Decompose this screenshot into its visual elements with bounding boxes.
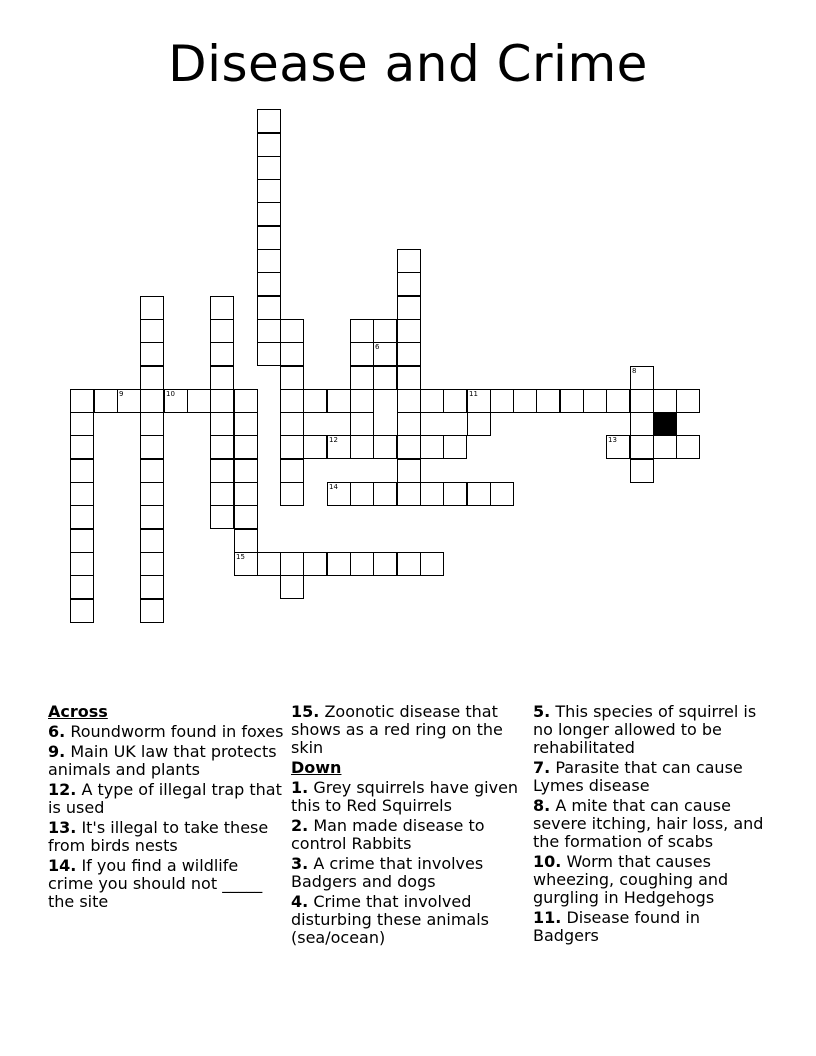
clue-number: 7.	[533, 758, 551, 777]
grid-cell[interactable]	[70, 505, 94, 529]
grid-cell-black	[653, 412, 677, 436]
clue-number: 15.	[291, 702, 320, 721]
grid-cell[interactable]	[327, 552, 351, 576]
clue-across-6	[48, 723, 284, 741]
clue-across-14	[48, 857, 284, 911]
clue-down-1	[291, 779, 527, 815]
grid-cell[interactable]	[210, 366, 234, 390]
grid-cell[interactable]	[467, 482, 491, 506]
grid-cell[interactable]	[140, 459, 164, 483]
grid-cell[interactable]	[397, 435, 421, 459]
grid-cell[interactable]	[94, 389, 118, 413]
grid-cell[interactable]	[397, 272, 421, 296]
grid-cell[interactable]	[373, 342, 397, 366]
cell-number: 11	[469, 390, 478, 398]
grid-cell[interactable]	[303, 389, 327, 413]
clue-across-13	[48, 819, 284, 855]
grid-cell[interactable]	[583, 389, 607, 413]
grid-cell[interactable]	[140, 435, 164, 459]
cell-number: 15	[236, 553, 245, 561]
grid-cell[interactable]	[280, 412, 304, 436]
clue-down-4	[291, 893, 527, 947]
cell-number: 8	[632, 367, 637, 375]
grid-cell[interactable]	[234, 529, 258, 553]
grid-cell[interactable]	[257, 179, 281, 203]
grid-cell[interactable]	[70, 412, 94, 436]
grid-cell[interactable]	[397, 552, 421, 576]
clue-text: Zoonotic disease that shows as a red ring on the skin	[291, 702, 503, 757]
grid-cell[interactable]	[350, 435, 374, 459]
grid-cell[interactable]	[257, 249, 281, 273]
grid-cell[interactable]	[536, 389, 560, 413]
grid-cell[interactable]	[234, 459, 258, 483]
clue-text: Crime that involved disturbing these animals (sea/ocean)	[291, 892, 489, 947]
clue-number: 2.	[291, 816, 309, 835]
grid-cell[interactable]	[280, 389, 304, 413]
grid-cell[interactable]	[630, 389, 654, 413]
grid-cell[interactable]	[420, 552, 444, 576]
grid-cell[interactable]	[140, 319, 164, 343]
grid-cell[interactable]	[630, 412, 654, 436]
grid-cell[interactable]	[210, 342, 234, 366]
grid-cell[interactable]	[280, 575, 304, 599]
grid-cell[interactable]	[140, 342, 164, 366]
grid-cell[interactable]	[234, 482, 258, 506]
clue-text: Parasite that can cause Lymes disease	[533, 758, 743, 795]
clue-column-3	[533, 703, 769, 947]
grid-cell[interactable]	[303, 435, 327, 459]
grid-cell[interactable]	[70, 599, 94, 623]
clue-down-11	[533, 909, 769, 945]
clue-number: 14.	[48, 856, 77, 875]
clue-number: 6.	[48, 722, 66, 741]
grid-cell[interactable]	[140, 599, 164, 623]
grid-cell[interactable]	[257, 156, 281, 180]
clue-text: Main UK law that protects animals and plants	[48, 742, 277, 779]
grid-cell[interactable]	[280, 342, 304, 366]
grid-cell[interactable]	[70, 529, 94, 553]
cell-number: 9	[119, 390, 124, 398]
grid-cell[interactable]	[70, 482, 94, 506]
grid-cell[interactable]	[303, 552, 327, 576]
grid-cell[interactable]	[630, 435, 654, 459]
grid-cell[interactable]	[653, 435, 677, 459]
grid-cell[interactable]	[187, 389, 211, 413]
puzzle-title: Disease and Crime	[168, 35, 648, 93]
clue-down-2	[291, 817, 527, 853]
cell-number: 10	[166, 390, 175, 398]
grid-cell[interactable]	[350, 552, 374, 576]
clue-text: Roundworm found in foxes	[70, 722, 284, 741]
grid-cell[interactable]	[257, 226, 281, 250]
grid-cell[interactable]	[397, 482, 421, 506]
grid-cell[interactable]	[210, 319, 234, 343]
grid-cell[interactable]	[327, 389, 351, 413]
grid-cell[interactable]	[210, 389, 234, 413]
clue-text: Grey squirrels have given this to Red Squirrels	[291, 778, 519, 815]
clue-text: A mite that can cause severe itching, hair loss, and the formation of scabs	[533, 796, 764, 851]
grid-cell[interactable]	[443, 482, 467, 506]
grid-cell[interactable]	[373, 435, 397, 459]
grid-cell[interactable]	[443, 389, 467, 413]
grid-cell[interactable]	[234, 412, 258, 436]
grid-cell[interactable]	[140, 575, 164, 599]
grid-cell[interactable]	[280, 366, 304, 390]
grid-cell[interactable]	[164, 389, 188, 413]
grid-cell[interactable]	[490, 389, 514, 413]
grid-cell[interactable]	[397, 412, 421, 436]
grid-cell[interactable]	[373, 482, 397, 506]
grid-cell[interactable]	[327, 435, 351, 459]
clue-text: A crime that involves Badgers and dogs	[291, 854, 484, 891]
clue-down-3	[291, 855, 527, 891]
grid-cell[interactable]	[210, 412, 234, 436]
grid-cell[interactable]	[140, 412, 164, 436]
clue-text: Disease found in Badgers	[533, 908, 700, 945]
clue-down-7	[533, 759, 769, 795]
grid-cell[interactable]	[397, 319, 421, 343]
clue-down-8	[533, 797, 769, 851]
grid-cell[interactable]	[350, 366, 374, 390]
clue-down-5	[533, 703, 769, 757]
grid-cell[interactable]	[280, 319, 304, 343]
grid-cell[interactable]	[257, 552, 281, 576]
cell-number: 13	[608, 436, 617, 444]
grid-cell[interactable]	[350, 319, 374, 343]
clue-number: 9.	[48, 742, 66, 761]
clue-down-10	[533, 853, 769, 907]
grid-cell[interactable]	[234, 505, 258, 529]
grid-cell[interactable]	[420, 482, 444, 506]
cell-number: 14	[329, 483, 338, 491]
grid-cell[interactable]	[257, 342, 281, 366]
grid-cell[interactable]	[420, 389, 444, 413]
grid-cell[interactable]	[397, 459, 421, 483]
grid-cell[interactable]	[560, 389, 584, 413]
grid-cell[interactable]	[676, 389, 700, 413]
grid-cell[interactable]	[467, 389, 491, 413]
grid-cell[interactable]	[140, 366, 164, 390]
grid-cell[interactable]	[70, 389, 94, 413]
grid-cell[interactable]	[280, 459, 304, 483]
grid-cell[interactable]	[280, 552, 304, 576]
grid-cell[interactable]	[70, 435, 94, 459]
grid-cell[interactable]	[70, 575, 94, 599]
grid-cell[interactable]	[327, 482, 351, 506]
grid-cell[interactable]	[257, 202, 281, 226]
grid-cell[interactable]	[257, 133, 281, 157]
grid-cell[interactable]	[420, 435, 444, 459]
clue-text: Worm that causes wheezing, coughing and gurgling in Hedgehogs	[533, 852, 729, 907]
grid-cell[interactable]	[373, 552, 397, 576]
grid-cell[interactable]	[397, 389, 421, 413]
grid-cell[interactable]	[257, 296, 281, 320]
grid-cell[interactable]	[443, 435, 467, 459]
grid-cell[interactable]	[397, 366, 421, 390]
grid-cell[interactable]	[467, 412, 491, 436]
clue-across-15	[291, 703, 527, 757]
grid-cell[interactable]	[140, 529, 164, 553]
grid-cell[interactable]	[210, 435, 234, 459]
grid-cell[interactable]	[140, 552, 164, 576]
grid-cell[interactable]	[606, 389, 630, 413]
grid-cell[interactable]	[70, 552, 94, 576]
clue-across-12	[48, 781, 284, 817]
grid-cell[interactable]	[513, 389, 537, 413]
clue-number: 10.	[533, 852, 562, 871]
grid-cell[interactable]	[234, 435, 258, 459]
grid-cell[interactable]	[397, 296, 421, 320]
grid-cell[interactable]	[280, 482, 304, 506]
clue-number: 1.	[291, 778, 309, 797]
grid-cell[interactable]	[140, 505, 164, 529]
grid-cell[interactable]	[210, 505, 234, 529]
clue-number: 4.	[291, 892, 309, 911]
clue-column-2	[291, 703, 527, 949]
cell-number: 12	[329, 436, 338, 444]
clue-across-9	[48, 743, 284, 779]
grid-cell[interactable]	[257, 109, 281, 133]
grid-cell[interactable]	[350, 412, 374, 436]
cell-number: 6	[375, 343, 380, 351]
grid-cell[interactable]	[350, 389, 374, 413]
grid-cell[interactable]	[630, 459, 654, 483]
grid-cell[interactable]	[280, 435, 304, 459]
clue-number: 8.	[533, 796, 551, 815]
grid-cell[interactable]	[653, 389, 677, 413]
grid-cell[interactable]	[350, 482, 374, 506]
clue-text: Man made disease to control Rabbits	[291, 816, 485, 853]
grid-cell[interactable]	[210, 459, 234, 483]
grid-cell[interactable]	[676, 435, 700, 459]
grid-cell[interactable]	[373, 366, 397, 390]
clue-text: This species of squirrel is no longer allowed to be rehabilitated	[533, 702, 757, 757]
grid-cell[interactable]	[397, 342, 421, 366]
clue-number: 5.	[533, 702, 551, 721]
clue-text: A type of illegal trap that is used	[48, 780, 282, 817]
clue-text: It's illegal to take these from birds nests	[48, 818, 269, 855]
clue-number: 13.	[48, 818, 77, 837]
grid-cell[interactable]	[397, 249, 421, 273]
grid-cell[interactable]	[140, 482, 164, 506]
grid-cell[interactable]	[234, 552, 258, 576]
clue-column-1	[48, 703, 284, 913]
clue-number: 11.	[533, 908, 562, 927]
grid-cell[interactable]	[140, 389, 164, 413]
grid-cell[interactable]	[234, 389, 258, 413]
down-heading: Down	[291, 758, 342, 777]
grid-cell[interactable]	[257, 319, 281, 343]
clue-number: 12.	[48, 780, 77, 799]
clue-number: 3.	[291, 854, 309, 873]
grid-cell[interactable]	[70, 459, 94, 483]
grid-cell[interactable]	[373, 319, 397, 343]
grid-cell[interactable]	[257, 272, 281, 296]
grid-cell[interactable]	[210, 482, 234, 506]
grid-cell[interactable]	[140, 296, 164, 320]
across-heading: Across	[48, 702, 108, 721]
grid-cell[interactable]	[490, 482, 514, 506]
grid-cell[interactable]	[210, 296, 234, 320]
grid-cell[interactable]	[606, 435, 630, 459]
grid-cell[interactable]	[630, 366, 654, 390]
grid-cell[interactable]	[117, 389, 141, 413]
clue-text: If you find a wildlife crime you should not _____ the site	[48, 856, 263, 911]
grid-cell[interactable]	[350, 342, 374, 366]
